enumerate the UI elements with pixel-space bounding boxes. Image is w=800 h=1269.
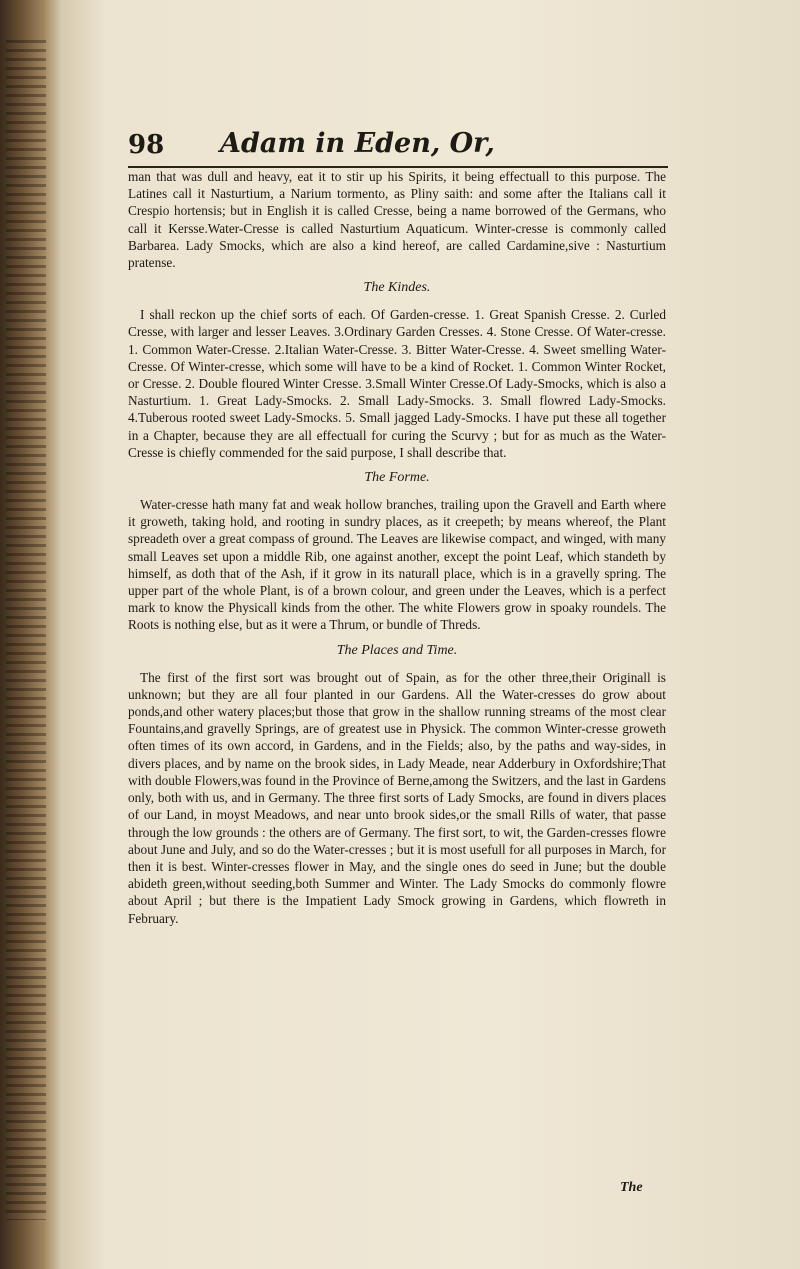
paragraph-intro: man that was dull and heavy, eat it to stir up his Spirits, it being effectuall to this purpose. The Latines call it Nasturtium, a Narium tormento, as Pliny saith: and some after the Italians call it Crespio hortensis; but in English it is called Cresse, being a name borrowed of the Germans, who call it Kersse.Water-Cresse is called Nasturtium Aquaticum. Winter-cresse is commonly called Barbarea. Lady Smocks, which are also a kind hereof, are called Cardamine,sive : Nasturtium pratense.	[128, 169, 666, 271]
paragraph-places: The first of the first sort was brought out of Spain, as for the other three,their Originall is unknown; but they are all four planted in our Gardens. All the Water-cresses do grow about ponds,and other watery places;but those that grow in the shallow running streams of the most clear Fountains,and gravelly Springs, are of greatest use in Physick. The common Winter-cresse groweth often times of its own accord, in Gardens, and in the Fields; also, by the paths and way-sides, in divers places, and by name on the brook sides, in Lady Meade, near Adderbury in Oxfordshire;That with double Flowers,was found in the Province of Berne,among the Switzers, and the last in Gardens only, both with us, and in Germany. The three first sorts of Lady Smocks, are found in divers places of our Land, in moyst Meadows, and near unto brook sides,or the small Rills of water, that passe through the low grounds : the others are of Germany. The first sort, to wit, the Garden-cresses flowre about June and July, and so do the Water-cresses ; but it is most usefull for all purposes in March, for then it is best. Winter-cresses flower in May, and the single ones do seed in June; but the double abideth green,without seeding,both Summer and Winter. The Lady Smocks do commonly flowre about April ; but there is the Impatient Lady Smock growing in Gardens, which flowreth in February.	[128, 669, 666, 926]
catchword: The	[620, 1180, 643, 1195]
paragraph-forme: Water-cresse hath many fat and weak hollow branches, trailing upon the Gravell and Earth where it groweth, taking hold, and rooting in sundry places, as it creepeth; by means whereof, the Plant spreadeth over a great compass of ground. The Leaves are likewise compact, and winged, with many small Leaves set upon a middle Rib, one against another, except the point Leaf, which standeth by himself, as doth that of the Ash, if it grow in its naturall place, which is in a gravelly spring. The upper part of the whole Plant, is of a brown colour, and green under the Leaves, which is a perfect mark to know the Physicall kinds from the other. The white Flowers grow in spoaky roundels. The Roots is nothing else, but as it were a Thrum, or bundle of Threds.	[128, 497, 666, 633]
paragraph-kindes: I shall reckon up the chief sorts of each. Of Garden-cresse. 1. Great Spanish Cresse. 2. Curled Cresse, with larger and lesser Leaves. 3.Ordinary Garden Cresses. 4. Stone Cresse. Of Water-cresse. 1. Common Water-Cresse. 2.Italian Water-Cresse. 3. Bitter Water-Cresse. 4. Sweet smelling Water-Cresse. Of Winter-cresse, which some will have to be a kind of Rocket. 1. Common Winter Rocket, or Cresse. 2. Double floured Winter Cresse. 3.Small Winter Cresse.Of Lady-Smocks, which is also a Nasturtium. 1. Great Lady-Smocks. 2. Small Lady-Smocks. 3. Small flowred Lady-Smocks. 4.Tuberous rooted sweet Lady-Smocks. 5. Small jagged Lady-Smocks. I have put these all together in a Chapter, because they are all effectuall for curing the Scurvy ; but for as much as the Water-Cresse is chiefly commended for the said purpose, I shall describe that.	[128, 307, 666, 460]
page-header	[128, 128, 800, 162]
book-binding-edge	[0, 0, 62, 1269]
page-number: 98	[128, 130, 165, 160]
section-heading-kindes: The Kindes.	[363, 280, 431, 296]
section-heading-forme: The Forme.	[364, 470, 430, 486]
binding-stitching	[6, 40, 46, 1220]
section-heading-places: The Places and Time.	[336, 642, 458, 658]
page-body	[128, 168, 666, 927]
running-head: Adam in Eden, Or,	[220, 128, 495, 159]
